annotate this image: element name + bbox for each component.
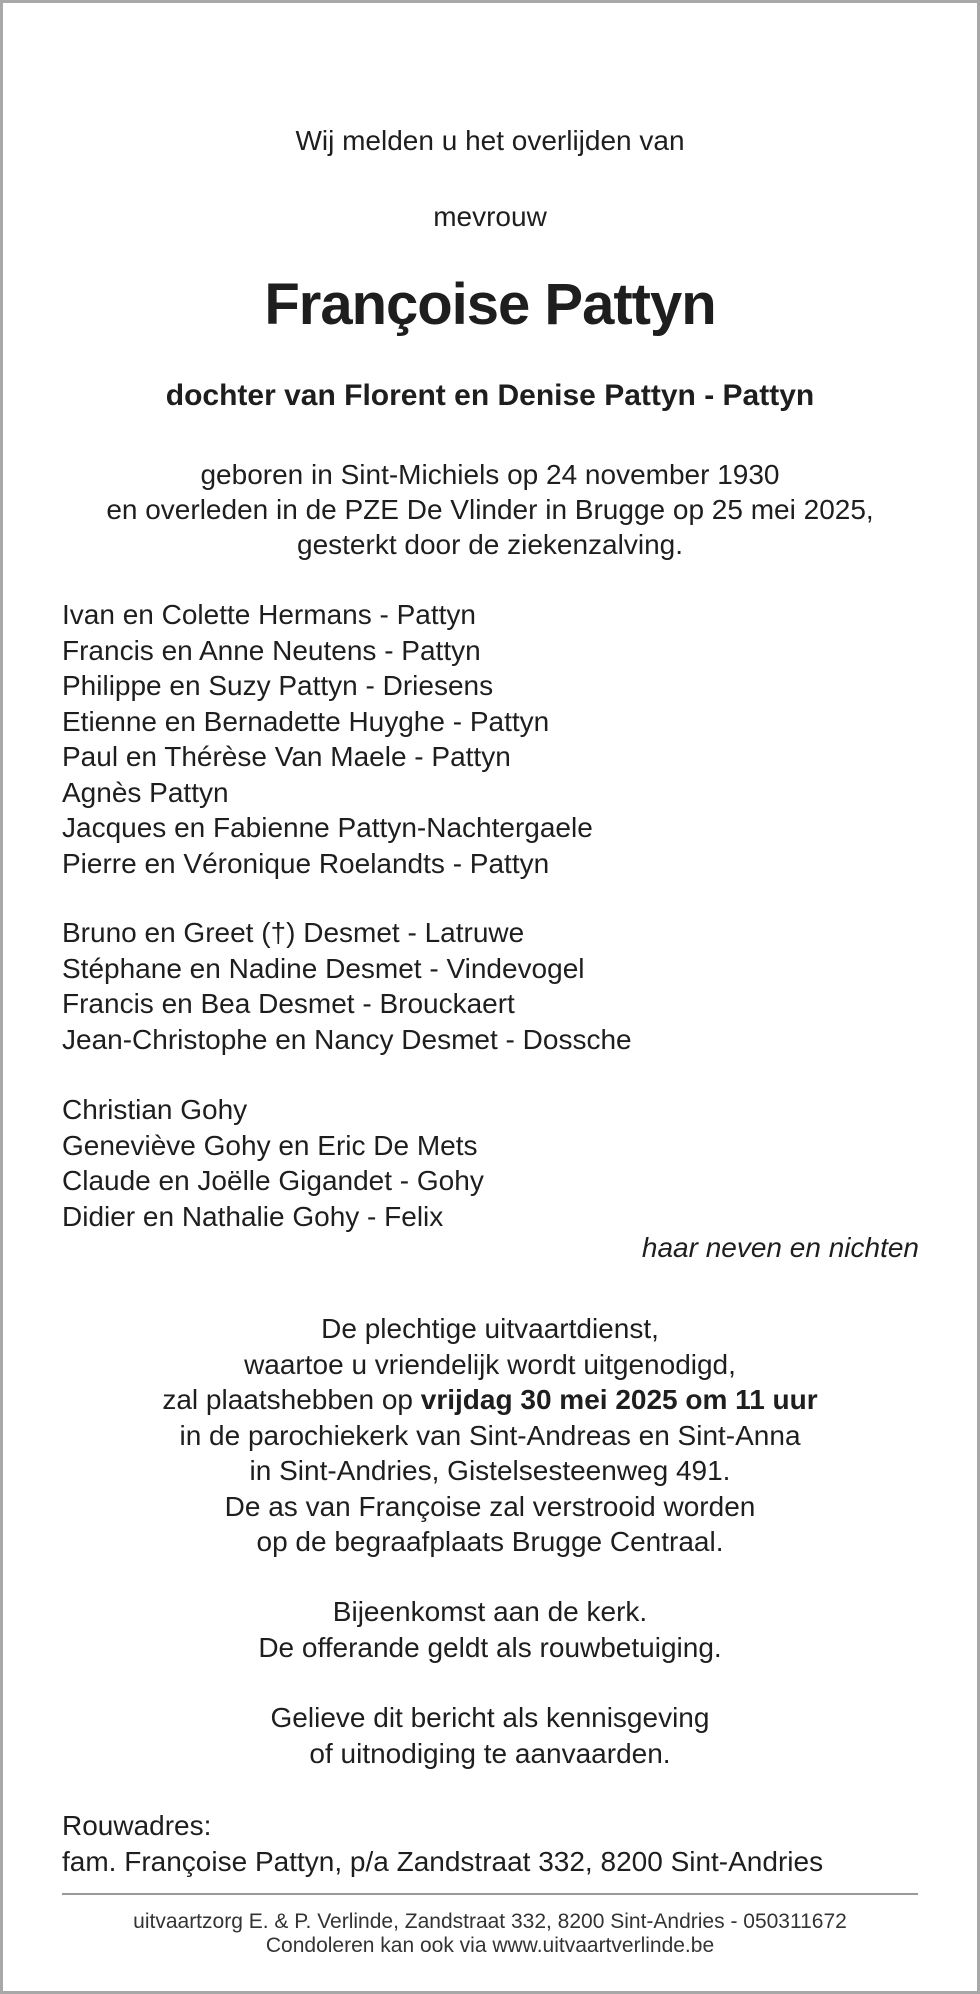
condolence-info: Condoleren kan ook via www.uitvaartverlinde.be <box>265 1934 715 1957</box>
gathering-info <box>3 1594 977 1665</box>
notice-line: Gelieve dit bericht als kennisgeving <box>270 1702 710 1733</box>
service-line: op de begraafplaats Brugge Centraal. <box>256 1526 724 1557</box>
funeral-home-footer <box>3 1910 977 1958</box>
family-member: Claude en Joëlle Gigandet - Gohy <box>62 1165 484 1196</box>
address-value: fam. Françoise Pattyn, p/a Zandstraat 332, 8200 Sint-Andries <box>62 1846 824 1877</box>
family-member: Agnès Pattyn <box>62 776 229 808</box>
family-member: Geneviève Gohy en Eric De Mets <box>62 1129 478 1161</box>
intro-text: Wij melden u het overlijden van <box>295 125 685 156</box>
service-line: waartoe u vriendelijk wordt uitgenodigd, <box>244 1348 736 1380</box>
notice-request <box>3 1700 977 1771</box>
family-member: Philippe en Suzy Pattyn - Driesens <box>62 670 494 701</box>
funeral-home-info: uitvaartzorg E. & P. Verlinde, Zandstraat 332, 8200 Sint-Andries - 050311672 <box>133 1910 847 1933</box>
family-member: Francis en Anne Neutens - Pattyn <box>62 634 481 666</box>
honorific: mevrouw <box>433 201 547 232</box>
service-line: De as van Françoise zal verstrooid worden <box>224 1490 756 1522</box>
family-group-1 <box>62 597 593 881</box>
family-member: Ivan en Colette Hermans - Pattyn <box>62 599 476 630</box>
born-line: geboren in Sint-Michiels op 24 november 1930 <box>200 459 780 490</box>
deceased-name: Françoise Pattyn <box>264 272 716 337</box>
service-date-prefix: zal plaatshebben op <box>162 1384 421 1415</box>
service-line: De plechtige uitvaartdienst, <box>321 1313 659 1344</box>
parentage: dochter van Florent en Denise Pattyn - Pattyn <box>165 379 815 412</box>
family-group-3 <box>62 1092 484 1234</box>
family-member: Pierre en Véronique Roelandts - Pattyn <box>62 847 550 879</box>
family-group-2 <box>62 915 632 1057</box>
funeral-service-info <box>3 1311 977 1560</box>
gathering-line: De offerande geldt als rouwbetuiging. <box>258 1631 722 1663</box>
family-member: Jacques en Fabienne Pattyn-Nachtergaele <box>62 812 593 843</box>
family-member: Francis en Bea Desmet - Brouckaert <box>62 988 515 1019</box>
footer-divider <box>62 1893 918 1895</box>
family-member: Paul en Thérèse Van Maele - Pattyn <box>62 741 511 772</box>
family-member: Etienne en Bernadette Huyghe - Pattyn <box>62 705 550 737</box>
family-member: Jean-Christophe en Nancy Desmet - Dossche <box>62 1023 632 1055</box>
mourning-address <box>62 1808 823 1880</box>
service-line: in Sint-Andries, Gistelsesteenweg 491. <box>249 1455 731 1486</box>
died-line: en overleden in de PZE De Vlinder in Brugge op 25 mei 2025, <box>106 494 874 525</box>
service-date: vrijdag 30 mei 2025 om 11 uur <box>420 1384 818 1415</box>
family-member: Didier en Nathalie Gohy - Felix <box>62 1200 444 1232</box>
address-label: Rouwadres: <box>62 1810 212 1841</box>
gathering-line: Bijeenkomst aan de kerk. <box>332 1596 648 1627</box>
family-member: Bruno en Greet (†) Desmet - Latruwe <box>62 917 525 948</box>
notice-line: of uitnodiging te aanvaarden. <box>309 1737 671 1769</box>
sacrament-line: gesterkt door de ziekenzalving. <box>297 529 683 560</box>
birth-death-info <box>3 457 977 562</box>
family-member: Stéphane en Nadine Desmet - Vindevogel <box>62 952 585 984</box>
family-member: Christian Gohy <box>62 1094 248 1125</box>
service-date-line <box>3 1382 977 1418</box>
service-line: in de parochiekerk van Sint-Andreas en Sint-Anna <box>179 1419 801 1451</box>
relation-caption: haar neven en nichten <box>641 1232 919 1263</box>
